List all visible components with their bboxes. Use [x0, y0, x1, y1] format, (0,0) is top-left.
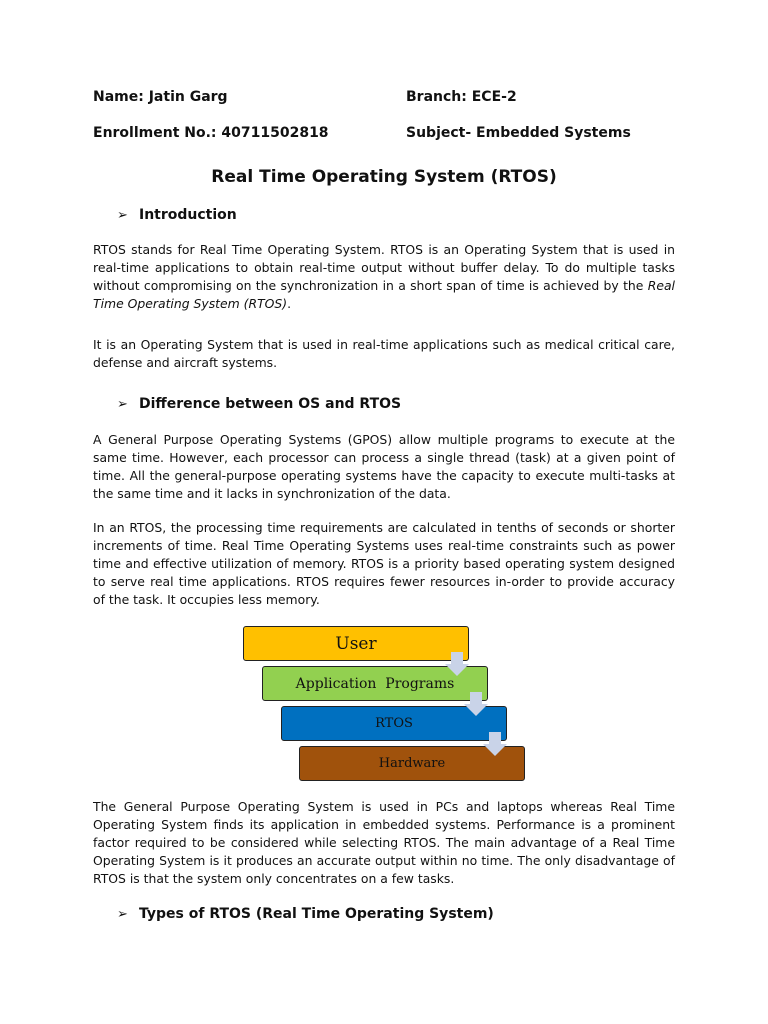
paragraph-intro-1: RTOS stands for Real Time Operating System. RTOS is an Operating System that is used in real-time applications to obtain real-time output without buffer delay. To do multiple tasks without compromising on the synchronization in a short span of time is achieved by the Real Time Operating System (RTOS). [93, 242, 675, 311]
enrollment-number: Enrollment No.: 40711502818 [93, 125, 329, 141]
section-heading-introduction: ➢ Introduction [117, 207, 237, 223]
layer-rtos: RTOS [281, 706, 507, 741]
paragraph-difference-3: The General Purpose Operating System is used in PCs and laptops whereas Real Time Operating System finds its application in embedded systems. Performance is a prominent factor required to be considered while selecting RTOS. The main advantage of a Real Time Operating System is it produces an accurate output within no time. The only disadvantage of RTOS is that the system only concentrates on a few tasks. [93, 799, 675, 886]
paragraph-difference-1: A General Purpose Operating Systems (GPOS) allow multiple programs to execute at the same time. However, each processor can process a single thread (task) at a given point of time. All the general-purpose operating systems have the capacity to execute multi-tasks at the same time and it lacks in synchronization of the data. [93, 432, 675, 501]
subject: Subject- Embedded Systems [406, 125, 631, 141]
document-title: Real Time Operating System (RTOS) [211, 167, 557, 187]
branch: Branch: ECE-2 [406, 89, 517, 105]
down-arrow-icon [445, 652, 469, 676]
paragraph-difference-2: In an RTOS, the processing time requirements are calculated in tenths of seconds or shorter increments of time. Real Time Operating Systems uses real-time constraints such as power time and effective utilization of memory. RTOS is a priority based operating system designed to serve real time applications. RTOS requires fewer resources in-order to provide accuracy of the task. It occupies less memory. [93, 520, 675, 607]
layer-application-programs: Application Programs [262, 666, 488, 701]
section-heading-difference: ➢ Difference between OS and RTOS [117, 396, 402, 412]
down-arrow-icon [483, 732, 507, 756]
bullet-arrow-icon: ➢ [117, 397, 128, 412]
italic-rtos-term: Real Time Operating System (RTOS) [93, 278, 675, 311]
down-arrow-icon [464, 692, 488, 716]
header-row-2 [93, 125, 693, 141]
header-row-1 [93, 89, 693, 105]
layer-user: User [243, 626, 469, 661]
bullet-arrow-icon: ➢ [117, 907, 128, 922]
rtos-layer-diagram [240, 624, 530, 786]
section-heading-types: ➢ Types of RTOS (Real Time Operating System) [117, 906, 494, 922]
student-name: Name: Jatin Garg [93, 89, 228, 105]
bullet-arrow-icon: ➢ [117, 208, 128, 223]
paragraph-intro-2: It is an Operating System that is used in real-time applications such as medical critical care, defense and aircraft systems. [93, 337, 675, 370]
layer-hardware: Hardware [299, 746, 525, 781]
